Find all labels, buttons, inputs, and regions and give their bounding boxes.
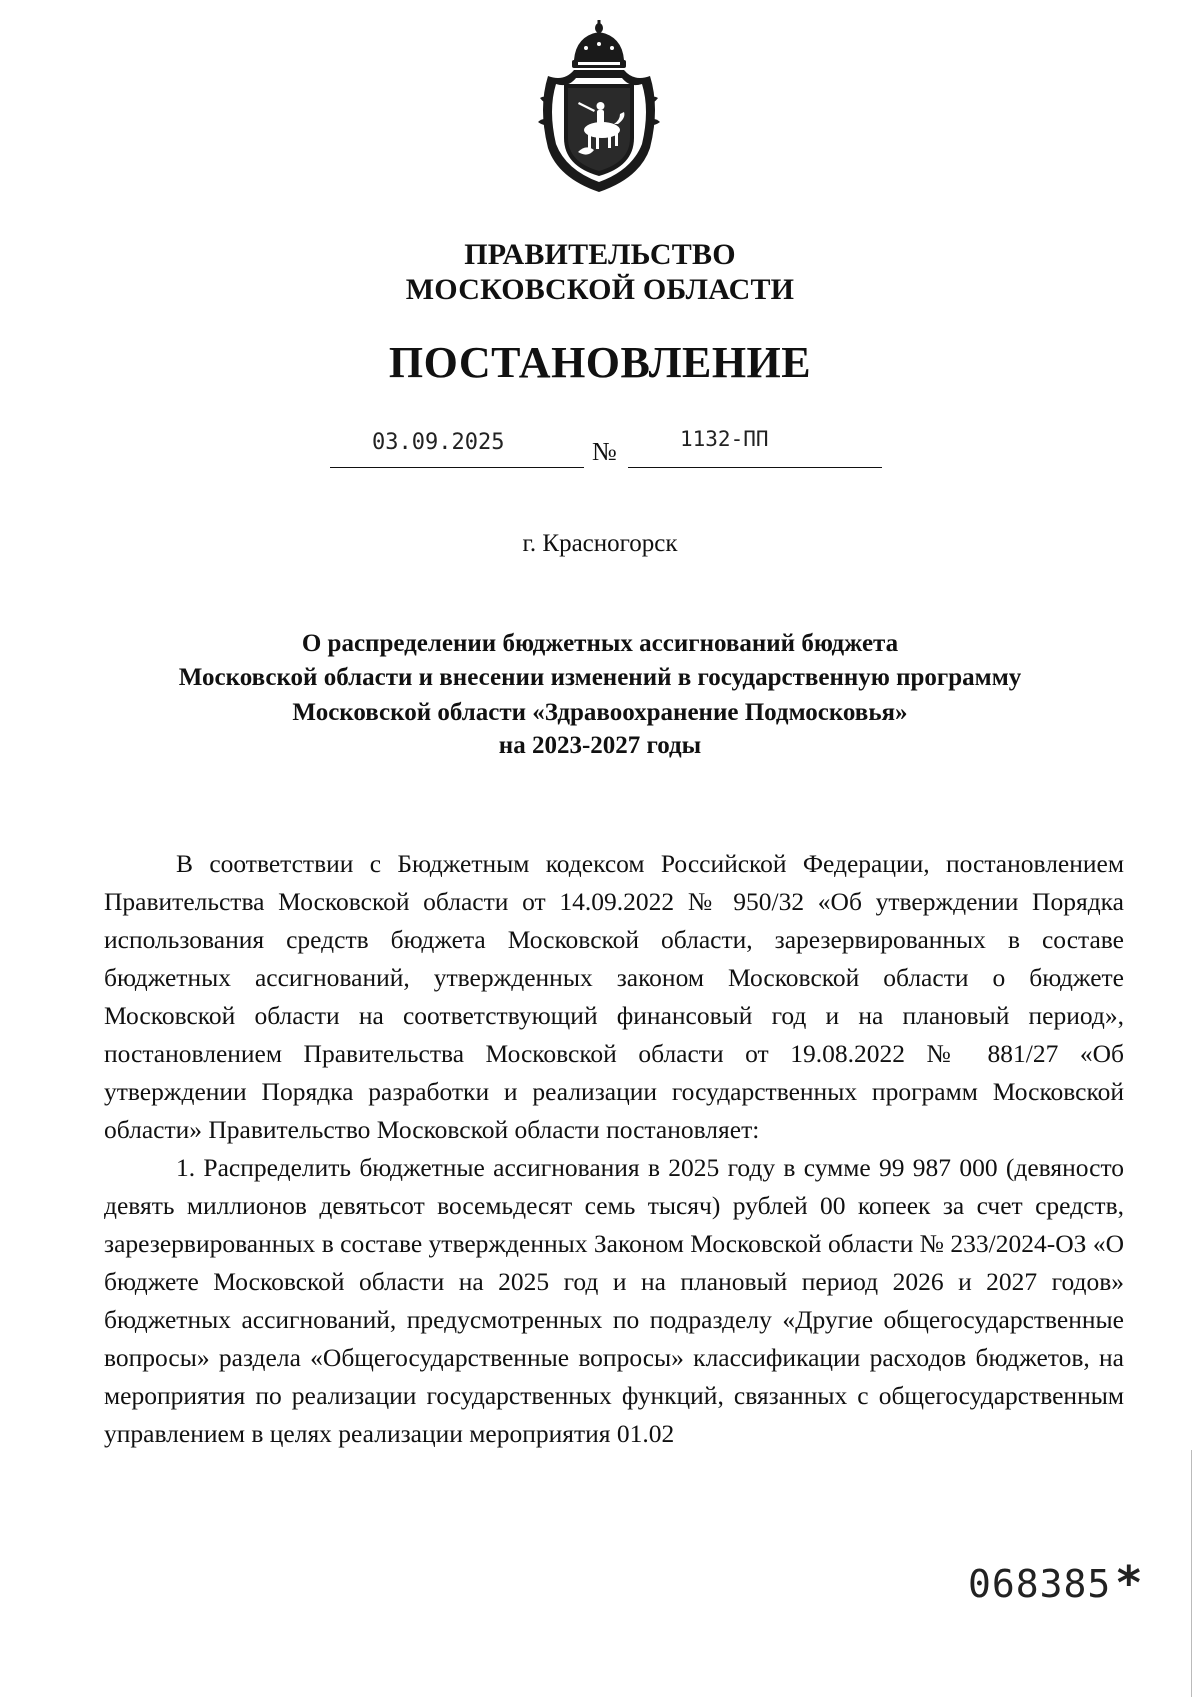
subject-line1: О распределении бюджетных ассигнований бюджета	[301, 630, 899, 657]
number-underline	[628, 467, 882, 468]
document-type-title: ПОСТАНОВЛЕНИЕ	[388, 338, 812, 387]
moscow-oblast-coat-of-arms-icon	[534, 18, 664, 196]
subject-line2: Московской области и внесении изменений в государственную программу	[178, 664, 1022, 691]
number-sign: №	[592, 437, 617, 466]
document-date: 03.09.2025	[372, 430, 505, 455]
body-paragraph-preamble: В соответствии с Бюджетным кодексом Российской Федерации, постановлением Правительства Московской области от 14.09.2022 № 950/32 «Об утверждении Порядка использования средств бюджета Московской области, зарезервированных в составе бюджетных ассигнований, утвержденных законом Московской области о бюджете Московской области на соответствующий финансовый год и на плановый период», постановлением Правительства Московской области от 19.08.2022 № 881/27 «Об утверждении Порядка разработки и реализации государственных программ Московской области» Правительство Московской области постановляет:	[104, 849, 1124, 1144]
government-title-line1: ПРАВИТЕЛЬСТВО	[464, 238, 736, 271]
subject-line3: Московской области «Здравоохранение Подмосковья»	[292, 699, 908, 726]
city-name: г. Красногорск	[522, 530, 678, 557]
body-paragraph-item1: 1. Распределить бюджетные ассигнования в 2025 году в сумме 99 987 000 (девяносто девять миллионов девятьсот восемьдесят семь тысяч) рублей 00 копеек за счет средств, зарезервированных в составе утвержденных Законом Московской области № 233/2024-ОЗ «О бюджете Московской области на 2025 год и на плановый период 2026 и 2027 годов» бюджетных ассигнований, предусмотренных по подразделу «Другие общегосударственные вопросы» раздела «Общегосударственные вопросы» классификации расходов бюджетов, на мероприятия по реализации государственных функций, связанных с общегосударственным управлением в целях реализации мероприятия 01.02	[104, 1153, 1124, 1448]
document-number: 1132-ПП	[680, 427, 769, 451]
scan-edge-line	[1191, 1450, 1192, 1697]
government-title-line2: МОСКОВСКОЙ ОБЛАСТИ	[405, 273, 795, 306]
serial-mark: *	[1115, 1556, 1143, 1610]
subject-line4: на 2023-2027 годы	[498, 732, 702, 759]
date-underline	[330, 467, 584, 468]
document-body	[104, 845, 1124, 1453]
form-serial-number: 068385	[968, 1562, 1112, 1606]
